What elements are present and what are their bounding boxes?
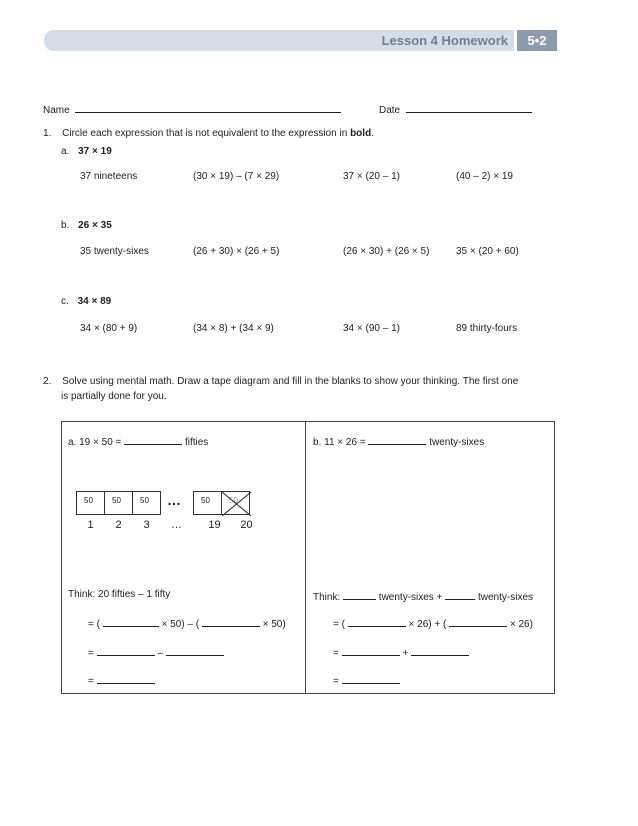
q2-number: 2.: [43, 376, 52, 387]
q1c-letter: c.: [61, 296, 69, 307]
q2-box-divider: [305, 421, 306, 693]
q2b-line2: [333, 645, 469, 659]
q1a-option-3[interactable]: 37 × (20 – 1): [343, 171, 400, 182]
q2b-line1: [333, 616, 533, 630]
q2b-blank[interactable]: [342, 673, 400, 684]
q2b-think-text: twenty-sixes +: [376, 592, 446, 603]
q2a-line3-text: =: [88, 676, 97, 687]
q1b-header: [61, 220, 112, 231]
tape-label: 19: [208, 519, 221, 531]
tape-label: 20: [240, 519, 253, 531]
q2b-blank[interactable]: [343, 589, 376, 600]
q1b-option-3[interactable]: (26 × 30) + (26 × 5): [343, 246, 430, 257]
q1a-expression: 37 × 19: [78, 146, 112, 157]
q2b-think-text: Think:: [313, 592, 344, 603]
q1-instruction: [43, 128, 374, 139]
q2a-prompt: [68, 434, 208, 448]
q1-instruction-end: .: [371, 128, 374, 139]
tape-crossed-value: 50: [229, 496, 238, 505]
q2a-line1-text: = (: [88, 619, 103, 630]
q1a-option-2[interactable]: (30 × 19) – (7 × 29): [193, 171, 280, 182]
q2b-answer-blank[interactable]: [368, 434, 426, 445]
q2b-blank[interactable]: [449, 616, 507, 627]
date-label: Date: [379, 105, 401, 116]
q2b-blank[interactable]: [348, 616, 406, 627]
tape-label: 2: [115, 519, 122, 531]
q2a-think: Think: 20 fifties – 1 fifty: [68, 589, 171, 600]
tape-label: …: [171, 519, 182, 531]
q1a-header: [61, 146, 112, 157]
q2a-blank[interactable]: [97, 645, 155, 656]
q2a-blank[interactable]: [103, 616, 159, 627]
q2a-line2-text: =: [88, 648, 97, 659]
q1c-option-3[interactable]: 34 × (90 – 1): [343, 323, 400, 334]
q2b-line3-text: =: [333, 676, 342, 687]
lesson-title: Lesson 4 Homework: [381, 33, 508, 48]
q2a-line3: [88, 673, 155, 687]
q2a-prompt-unit: fifties: [182, 437, 209, 448]
q1c-header: [61, 296, 111, 307]
q2b-prompt: [313, 434, 484, 448]
q2-instruction-line2: is partially done for you.: [61, 391, 167, 402]
q2b-blank[interactable]: [342, 645, 400, 656]
tape-segment: 50: [76, 491, 105, 515]
q1c-option-2[interactable]: (34 × 8) + (34 × 9): [193, 323, 274, 334]
q2b-line2-text: =: [333, 648, 342, 659]
q2a-line1: [88, 616, 286, 630]
q2a-line1-text: × 50): [259, 619, 286, 630]
q2b-blank[interactable]: [445, 589, 475, 600]
q1a-option-1[interactable]: 37 nineteens: [80, 171, 138, 182]
q1b-expression: 26 × 35: [78, 220, 112, 231]
q2a-blank[interactable]: [97, 673, 155, 684]
q1b-option-4[interactable]: 35 × (20 + 60): [456, 246, 519, 257]
q2b-think: [313, 589, 533, 603]
q1-instruction-text: Circle each expression that is not equivalent to the expression in: [62, 128, 351, 139]
name-label: Name: [43, 105, 70, 116]
q2a-prompt-text: a. 19 × 50 =: [68, 437, 125, 448]
q2b-line2-text: +: [399, 648, 412, 659]
q2-instruction-line1: [43, 376, 518, 387]
tape-label: 3: [143, 519, 150, 531]
q2a-answer-blank[interactable]: [124, 434, 182, 445]
q1-instruction-bold: bold: [350, 128, 372, 139]
lesson-code: 5•2: [517, 30, 557, 51]
tape-segment: 50: [104, 491, 133, 515]
date-row: [379, 102, 532, 116]
name-row: [43, 102, 341, 116]
q2a-blank[interactable]: [202, 616, 260, 627]
q1a-letter: a.: [61, 146, 70, 157]
name-field[interactable]: [75, 102, 341, 113]
q2b-line3: [333, 673, 400, 687]
cross-out-icon: [222, 492, 251, 516]
q1a-option-4[interactable]: (40 – 2) × 19: [456, 171, 513, 182]
q1c-option-1[interactable]: 34 × (80 + 9): [80, 323, 138, 334]
q2a-line1-text: × 50) – (: [158, 619, 202, 630]
q2a-blank[interactable]: [166, 645, 224, 656]
q2b-line1-text: × 26) + (: [405, 619, 450, 630]
q2a-line2-text: –: [154, 648, 166, 659]
q2b-blank[interactable]: [411, 645, 469, 656]
q2b-think-text: twenty-sixes: [475, 592, 534, 603]
tape-ellipsis: …: [167, 492, 181, 508]
q1c-expression: 34 × 89: [77, 296, 112, 307]
q2b-prompt-text: b. 11 × 26 =: [313, 437, 369, 448]
date-field[interactable]: [406, 102, 532, 113]
tape-segment-crossed: [221, 491, 250, 515]
q2b-line1-text: = (: [333, 619, 348, 630]
tape-segment: 50: [193, 491, 222, 515]
q2b-prompt-unit: twenty-sixes: [426, 437, 485, 448]
q1b-letter: b.: [61, 220, 70, 231]
q1-number: 1.: [43, 128, 52, 139]
q1c-option-4[interactable]: 89 thirty-fours: [456, 323, 518, 334]
q2b-line1-text: × 26): [507, 619, 533, 630]
q2a-line2: [88, 645, 224, 659]
q1b-option-1[interactable]: 35 twenty-sixes: [80, 246, 149, 257]
tape-label: 1: [87, 519, 94, 531]
tape-segment: 50: [132, 491, 161, 515]
tape-diagram: [76, 491, 249, 515]
q1b-option-2[interactable]: (26 + 30) × (26 + 5): [193, 246, 280, 257]
q2-instruction-text: Solve using mental math. Draw a tape diagram and fill in the blanks to show your thinking. The first one: [62, 376, 519, 387]
